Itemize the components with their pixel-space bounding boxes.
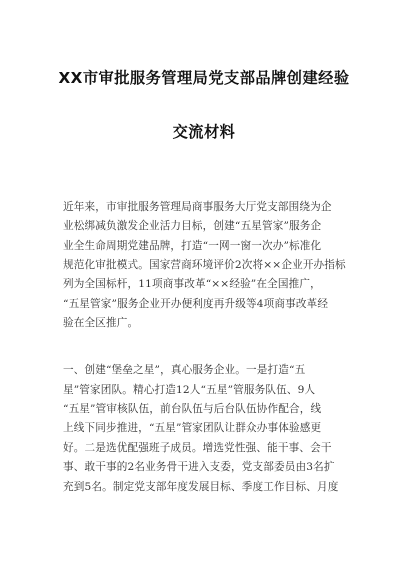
document-title-line-2: 交流材料 bbox=[172, 123, 236, 141]
paragraph-2-line-7: 充到5名。制定党支部年度发展目标、季度工作目标、月度 bbox=[63, 481, 339, 493]
paragraph-1-line-1: 近年来，市审批服务管理局商事服务大厅党支部围绕为企 bbox=[63, 201, 332, 213]
paragraph-1-line-3: 业全生命周期党建品牌，打造“一网一窗一次办”标准化 bbox=[63, 240, 322, 252]
paragraph-1-line-6: “五星管家”服务企业开办便利度再升级等4项商事改革经 bbox=[63, 298, 329, 310]
document-title-line-1: XX市审批服务管理局党支部品牌创建经验 bbox=[58, 69, 350, 87]
paragraph-2-line-4: 上线下同步推进，“五星”管家团队让群众办事体验感更 bbox=[63, 422, 322, 434]
paragraph-2-line-3: “五星”管审核队伍，前台队伍与后台队伍协作配合，线 bbox=[63, 403, 322, 415]
paragraph-2-line-6: 事、敢干事的2名业务骨干进入支委，党支部委员由3名扩 bbox=[63, 461, 335, 473]
paragraph-1-line-5: 列为全国标杆，11项商事改革“××经验”在全国推广， bbox=[63, 278, 321, 290]
paragraph-2-line-5: 好。二是选优配强班子成员。增选党性强、能干事、会干 bbox=[63, 442, 332, 454]
paragraph-2-line-2: 星”管家团队。精心打造12人“五星”管服务队伍、9人 bbox=[63, 384, 316, 396]
paragraph-2-line-1: 一、创建“堡垒之星”，真心服务企业。一是打造“五 bbox=[63, 364, 306, 376]
paragraph-1-line-7: 验在全区推广。 bbox=[63, 317, 139, 329]
paragraph-1-line-2: 业松绑减负激发企业活力目标，创建“五星管家”服务企 bbox=[63, 220, 322, 232]
paragraph-1-line-4: 规范化审批模式。国家营商环境评价2次将××企业开办指标 bbox=[63, 259, 346, 271]
